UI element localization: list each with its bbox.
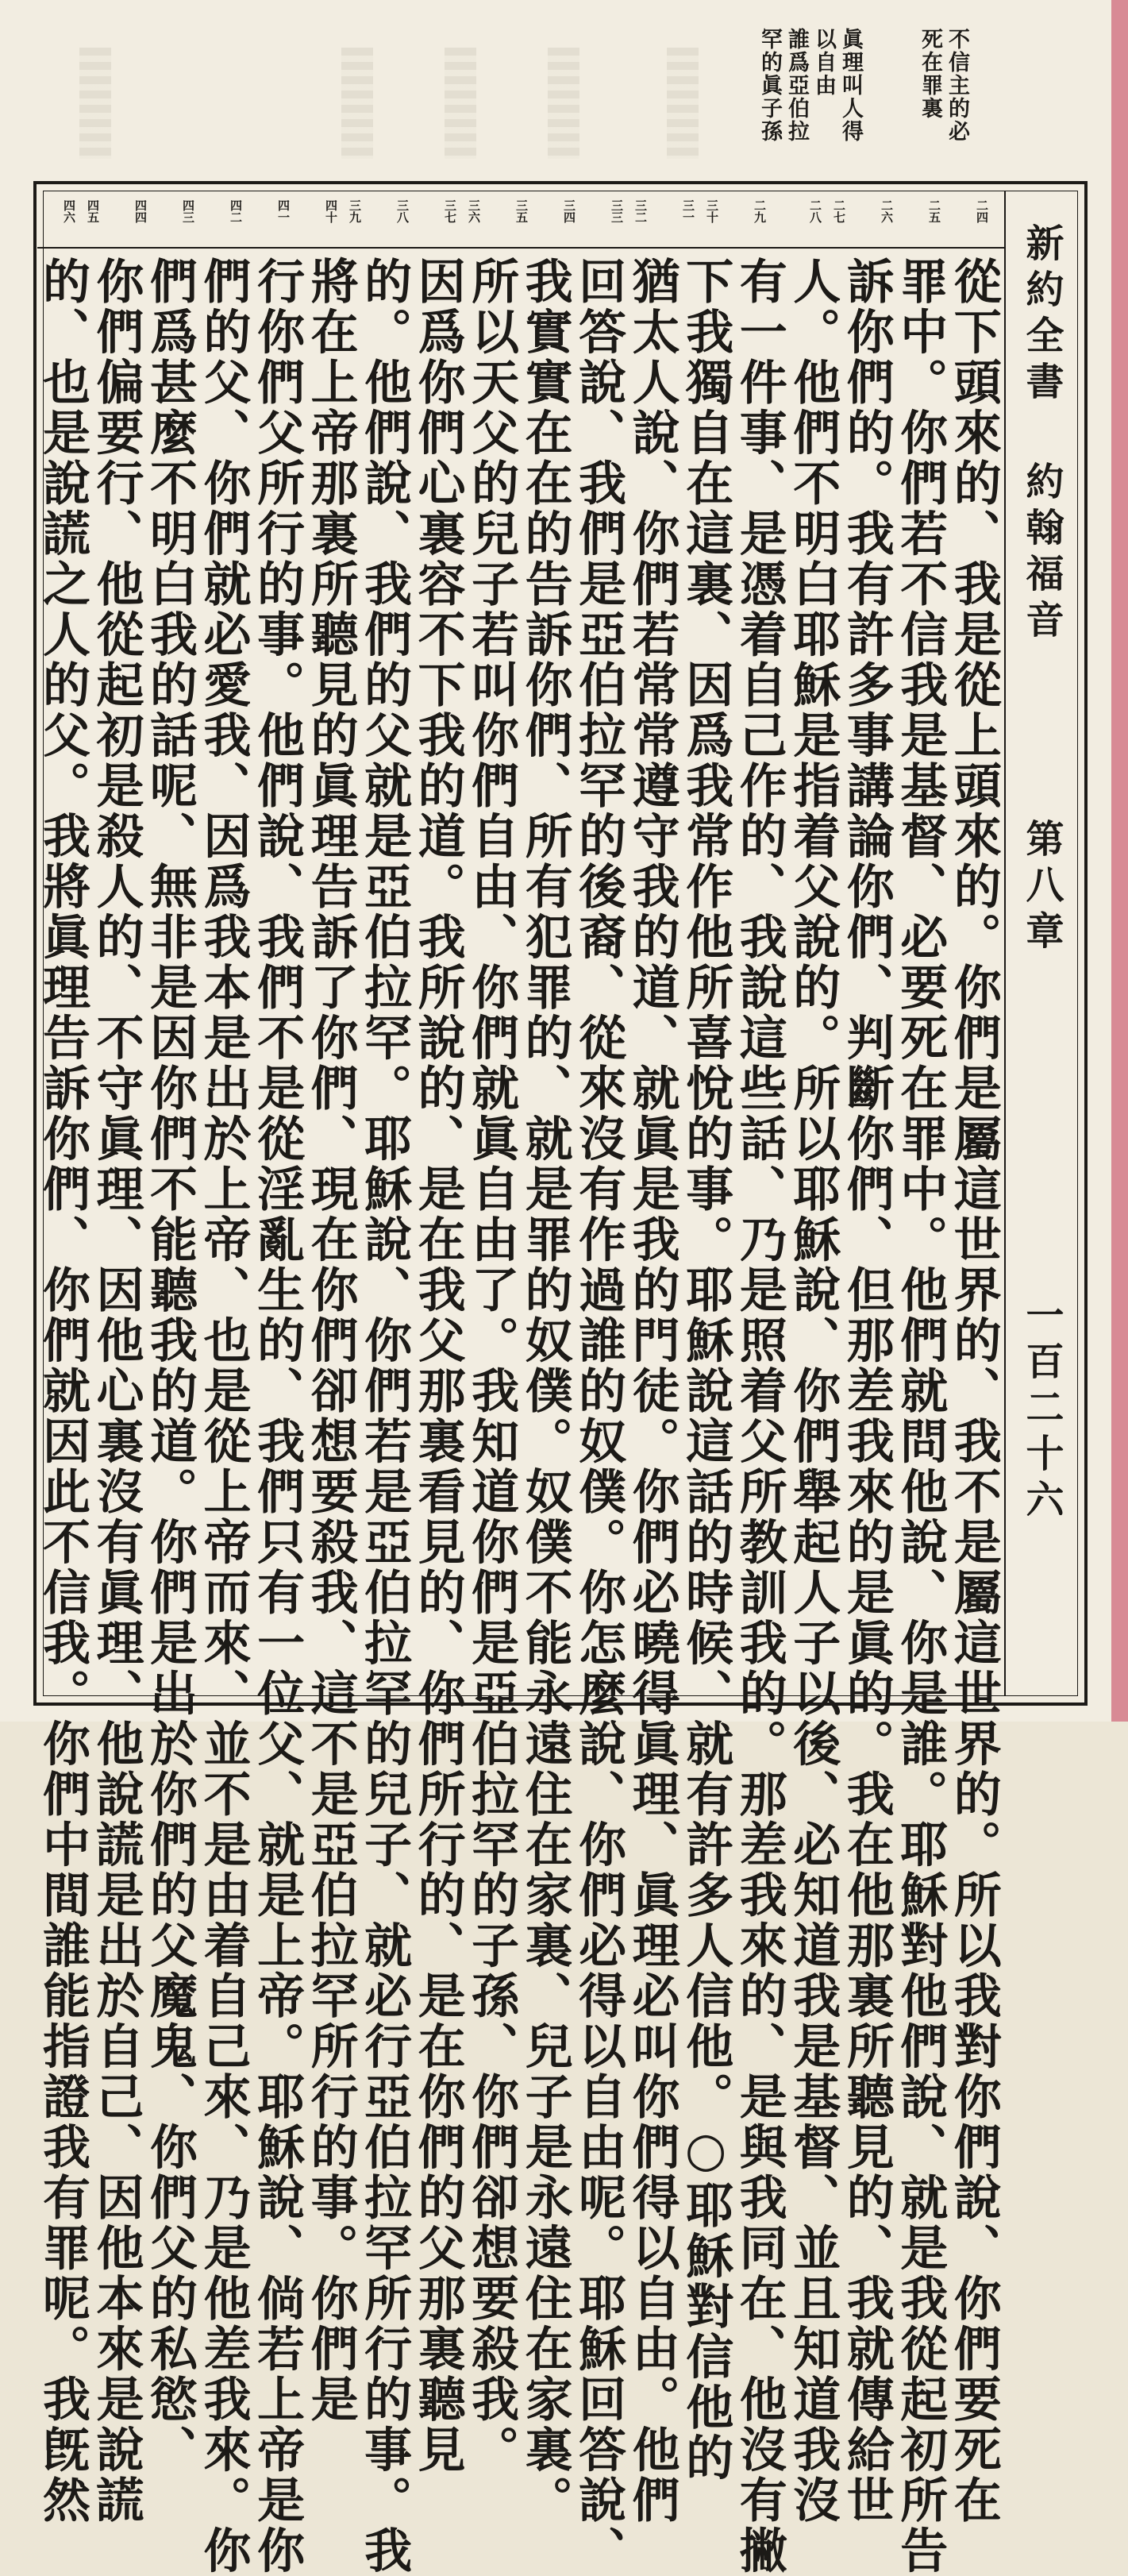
bleed-through-text [445,48,476,159]
verse-number: 三四 [562,199,576,223]
verse-number: 三五 [514,199,529,223]
text-column: 訴你們的。我有許多事講論你們、判斷你們、但那差我來的是眞的。我在他那裏所聽見的、我就傳給世 [838,256,895,2526]
margin-note-line: 不信主的必 [945,28,969,143]
margin-note [918,28,968,179]
margin-note-line: 眞理叫人得 [838,28,863,143]
verse-number-bar [37,191,1006,249]
verse-number: 四一 [276,199,291,223]
verse-number: 三二 [633,199,648,223]
bleed-through-text [667,48,699,159]
verse-number: 二七 [832,199,846,223]
text-column: 罪中。你們若不信我是基督、必要死在罪中。他們就問他說、你是誰。耶穌對他們說、就是我從起初所告 [892,256,949,2576]
text-column: 的、也是說謊之人的父。我將眞理告訴你們、你們就因此不信我。你們中間誰能指證我有罪呢。我旣然 [35,256,90,2526]
text-frame [33,181,1088,2576]
text-column: 們爲甚麼不明白我的話呢、無非是因你們不能聽我的道。你們是出於你們的父魔鬼、你們父的私慾、 [142,256,198,2475]
verse-number: 二四 [975,199,989,223]
page-number: 一百二十六 [1019,1295,1064,1525]
margin-note [757,28,862,179]
chapter-heading: 第八章 [1019,819,1064,957]
book-title: 新約全書 [1019,223,1064,407]
text-column: 的。他們說、我們的父就是亞伯拉罕。耶穌說、你們若是亞伯拉罕的兒子、就必行亞伯拉罕所行的事。我 [356,256,413,2576]
verse-number: 三七 [443,199,457,223]
text-frame-inner [35,191,1078,2576]
verse-number: 二九 [753,199,767,223]
verse-number: 三六 [467,199,481,223]
text-column: 將在上帝那裏所聽見的眞理告訴了你們、現在你們卻想要殺我、這不是亞伯拉罕所行的事。你們是 [302,256,359,2425]
margin-note-line: 罕的眞子孫 [757,28,782,143]
text-column: 回答說、我們是亞伯拉罕的後裔、從來沒有作過誰的奴僕。你怎麼說、你們必得以自由呢。耶穌回答說、 [571,256,627,2576]
text-column: 因爲你們心裏容不下我的道。我所說的、是在我父那裏看見的、你們所行的、是在你們的父那裏聽見 [410,256,466,2475]
text-column: 行你們父所行的事。他們說、我們不是從淫亂生的、我們只有一位父、就是上帝。耶穌說、倘若上帝是你 [249,256,306,2576]
bleed-through-text [548,48,579,159]
verse-number: 三九 [348,199,362,223]
verse-number: 四三 [181,199,195,223]
text-column: 我實實在在的告訴你們、所有犯罪的、就是罪的奴僕。奴僕不能永遠住在家裏、兒子是永遠住在家裏。 [517,256,573,2526]
verse-number: 四十 [324,199,338,223]
margin-notes [757,28,968,179]
running-header [1004,191,1077,1695]
text-column: 們的父、你們就必愛我、因爲我本是出於上帝、也是從上帝而來、並不是由着自己來、乃是他差我來。你 [195,256,252,2576]
verse-number: 二五 [927,199,941,223]
text-column: 下我獨自在這裏、因爲我常作他所喜悅的事。耶穌說這話的時候、就有許多人信他。○耶穌對信他的 [678,256,734,2483]
verse-number: 四五 [86,199,100,223]
verse-number: 四六 [62,199,76,223]
page-edge [1111,0,1128,1722]
margin-note-line: 以自由 [811,28,836,97]
bleed-through-text [79,48,111,159]
verse-number: 三八 [395,199,410,223]
verse-number: 三三 [610,199,624,223]
text-column: 所以天父的兒子若叫你們自由、你們就眞自由了。我知道你們是亞伯拉罕的子孫、你們卻想要殺我。 [464,256,520,2475]
verse-number: 三十 [705,199,719,223]
verse-number: 二八 [808,199,822,223]
text-column: 人。他們不明白耶穌是指着父說的。所以耶穌說、你們舉起人子以後、必知道我是基督、並且知道我沒 [785,256,841,2526]
scripture-text [35,256,1002,2576]
text-column: 有一件事、是憑着自己作的、我說這些話、乃是照着父所教訓我的。那差我來的、是與我同在、他沒有撇 [731,256,787,2576]
bleed-through-text [341,48,373,159]
verse-number: 三一 [681,199,695,223]
text-column: 從下頭來的、我是從上頭來的。你們是屬這世界的、我不是屬這世界的。所以我對你們說、你們要死在 [945,256,1002,2526]
verse-number: 二六 [880,199,894,223]
gospel-title: 約翰福音 [1019,461,1064,646]
text-column: 猶太人說、你們若常常遵守我的道、就眞是我的門徒。你們必曉得眞理、眞理必叫你們得以自由。他們 [624,256,680,2526]
margin-note-line: 誰爲亞伯拉 [784,28,809,143]
verse-number: 四四 [133,199,148,223]
text-column: 你們偏要行、他從起初是殺人的、不守眞理、因他心裏沒有眞理、他說謊是出於自己、因他本來是說謊 [88,256,144,2526]
verse-number: 四二 [229,199,243,223]
margin-note-line: 死在罪裏 [918,28,942,120]
